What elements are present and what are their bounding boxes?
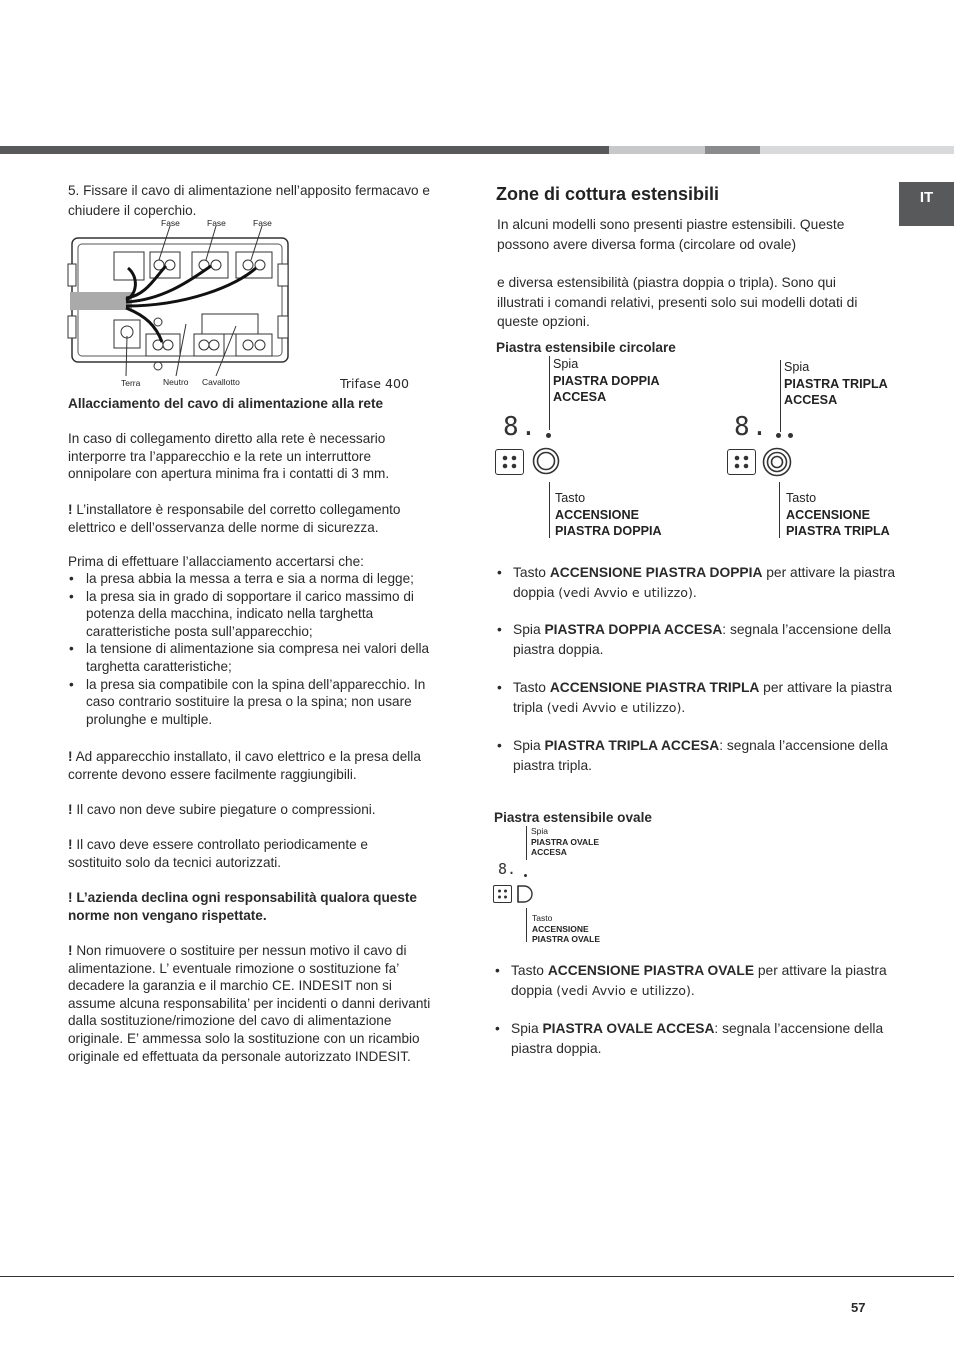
step-5-text: 5. Fissare il cavo di alimentazione nell’apposito fermacavo e chiudere il coperchio. [68, 183, 430, 218]
language-tab [899, 182, 954, 226]
tasto-tripla-leader [779, 482, 780, 538]
label-terra: Terra [121, 378, 141, 388]
spia-ovale-leader [526, 826, 527, 860]
page-number: 57 [851, 1300, 866, 1315]
warning-cable-replacement [68, 942, 434, 1065]
checklist-item: • la presa sia compatibile con la spina dell’apparecchio. In caso contrario sostituire la presa o la spina; non usare prolunghe e multiple. [68, 676, 444, 729]
header-bar-mid [705, 146, 760, 154]
indicator-dot-tripla-2 [788, 433, 793, 438]
warning-bending [68, 801, 438, 819]
tasto-tripla-label: Tasto ACCENSIONE PIASTRA TRIPLA [786, 491, 890, 538]
double-zone-button[interactable] [532, 447, 560, 475]
warning-mark: ! [68, 802, 73, 817]
section-title: Zone di cottura estensibili [496, 184, 720, 204]
warning-mark: ! [68, 943, 73, 958]
label-fase-3: Fase [253, 218, 272, 228]
list-intro: Prima di effettuare l’allacciamento accertarsi che: [68, 554, 364, 569]
indicator-dot-ovale [524, 874, 527, 877]
spia-doppia-label: Spia PIASTRA DOPPIA ACCESA [553, 357, 660, 404]
digit-display-ovale: 8. [498, 860, 517, 878]
oval-zone-icon [515, 884, 537, 904]
triple-zone-button[interactable] [762, 447, 792, 477]
label-cavallotto: Cavallotto [202, 377, 240, 387]
warning-reachable [68, 748, 428, 783]
spia-ovale-label: Spia PIASTRA OVALE ACCESA [531, 826, 600, 857]
checklist-item: • la tensione di alimentazione sia compresa nei valori della targhetta caratteristiche; [68, 640, 444, 675]
intro-2: e diversa estensibilità (piastra doppia o tripla). Sono qui illustrati i comandi relativi, presenti solo sui modelli dotati di queste opzioni. [497, 275, 858, 329]
warning-mark: ! [68, 837, 73, 852]
warning-reachable-text: Ad apparecchio installato, il cavo elettrico e la presa della corrente devono essere facilmente raggiungibili. [68, 749, 421, 782]
spia-tripla-label: Spia PIASTRA TRIPLA ACCESA [784, 360, 888, 407]
keypad-icon [495, 449, 524, 475]
wiring-diagram [66, 216, 296, 390]
warning-check-text: Il cavo deve essere controllato periodicamente e sostituito solo da tecnici autorizzati. [68, 837, 368, 870]
tasto-ovale-leader [526, 908, 527, 942]
checklist-item: • la presa abbia la messa a terra e sia a norma di legge; [68, 570, 444, 588]
warning-cable-text: Non rimuovere o sostituire per nessun motivo il cavo di alimentazione. L’ eventuale rimozione o sostituzione fa’ decadere la garanzia e il marchio CE. INDESIT non si assume alcuna responsabilita’ per incidenti o danni derivanti dalla sostituzione/rimozione del cavo di alimentazione originale. E’ ammessa solo la sostituzione con un ricambio originale ed effettuata da personale autorizzato INDESIT. [68, 943, 431, 1064]
diagram-caption: Trifase 400 [340, 376, 410, 391]
warning-bending-text: Il cavo non deve subire piegature o compressioni. [76, 802, 376, 817]
oval-zone-button[interactable] [515, 884, 537, 904]
checklist-item: • la presa sia in grado di sopportare il carico massimo di potenza della macchina, indicato nella targhetta caratteristiche posta sull’apparecchio; [68, 588, 444, 641]
language-tab-label: IT [919, 189, 934, 206]
triple-ring-icon [762, 447, 792, 477]
warning-mark: ! [68, 749, 73, 764]
tasto-doppia-leader [549, 482, 550, 538]
warning-liability-text: L’azienda declina ogni responsabilità qualora queste norme non vengano rispettate. [68, 890, 417, 923]
warning-check [68, 836, 408, 871]
warning-liability [68, 889, 448, 924]
keypad-icon [493, 885, 512, 903]
terminal-block-drawing [66, 216, 296, 390]
label-fase-1: Fase [161, 218, 180, 228]
header-bar-dark [0, 146, 609, 154]
footer-rule [0, 1276, 954, 1277]
circular-heading: Piastra estensibile circolare [496, 340, 676, 355]
digit-display-tripla: 8. [734, 412, 770, 442]
tasto-doppia-label: Tasto ACCENSIONE PIASTRA DOPPIA [555, 491, 662, 538]
warning-installer-text: L’installatore è responsabile del corretto collegamento elettrico e dell’osservanza delle norme di sicurezza. [68, 502, 401, 535]
warning-mark: ! [68, 890, 73, 905]
connection-heading: Allacciamento del cavo di alimentazione alla rete [68, 396, 384, 411]
connection-para: In caso di collegamento diretto alla rete è necessario interporre tra l’apparecchio e la rete un interruttore onnipolare con apertura minima fra i contatti di 3 mm. [68, 431, 390, 482]
oval-heading: Piastra estensibile ovale [494, 810, 652, 825]
tasto-ovale-label: Tasto ACCENSIONE PIASTRA OVALE [532, 913, 601, 944]
intro-1: In alcuni modelli sono presenti piastre estensibili. Queste possono avere diversa forma (circolare od ovale) [497, 217, 845, 252]
double-ring-icon [532, 447, 560, 475]
indicator-dot-tripla-1 [776, 433, 781, 438]
indicator-dot-doppia [546, 433, 551, 438]
header-bar-light [609, 146, 705, 154]
spia-tripla-leader [780, 360, 781, 432]
warning-mark: ! [68, 502, 73, 517]
checklist [68, 570, 444, 728]
spia-doppia-leader [549, 356, 550, 430]
label-fase-2: Fase [207, 218, 226, 228]
label-neutro: Neutro [163, 377, 189, 387]
digit-display-doppia: 8. [503, 412, 539, 442]
warning-installer [68, 501, 438, 536]
keypad-icon [727, 449, 756, 475]
header-bar-pale [760, 146, 954, 154]
